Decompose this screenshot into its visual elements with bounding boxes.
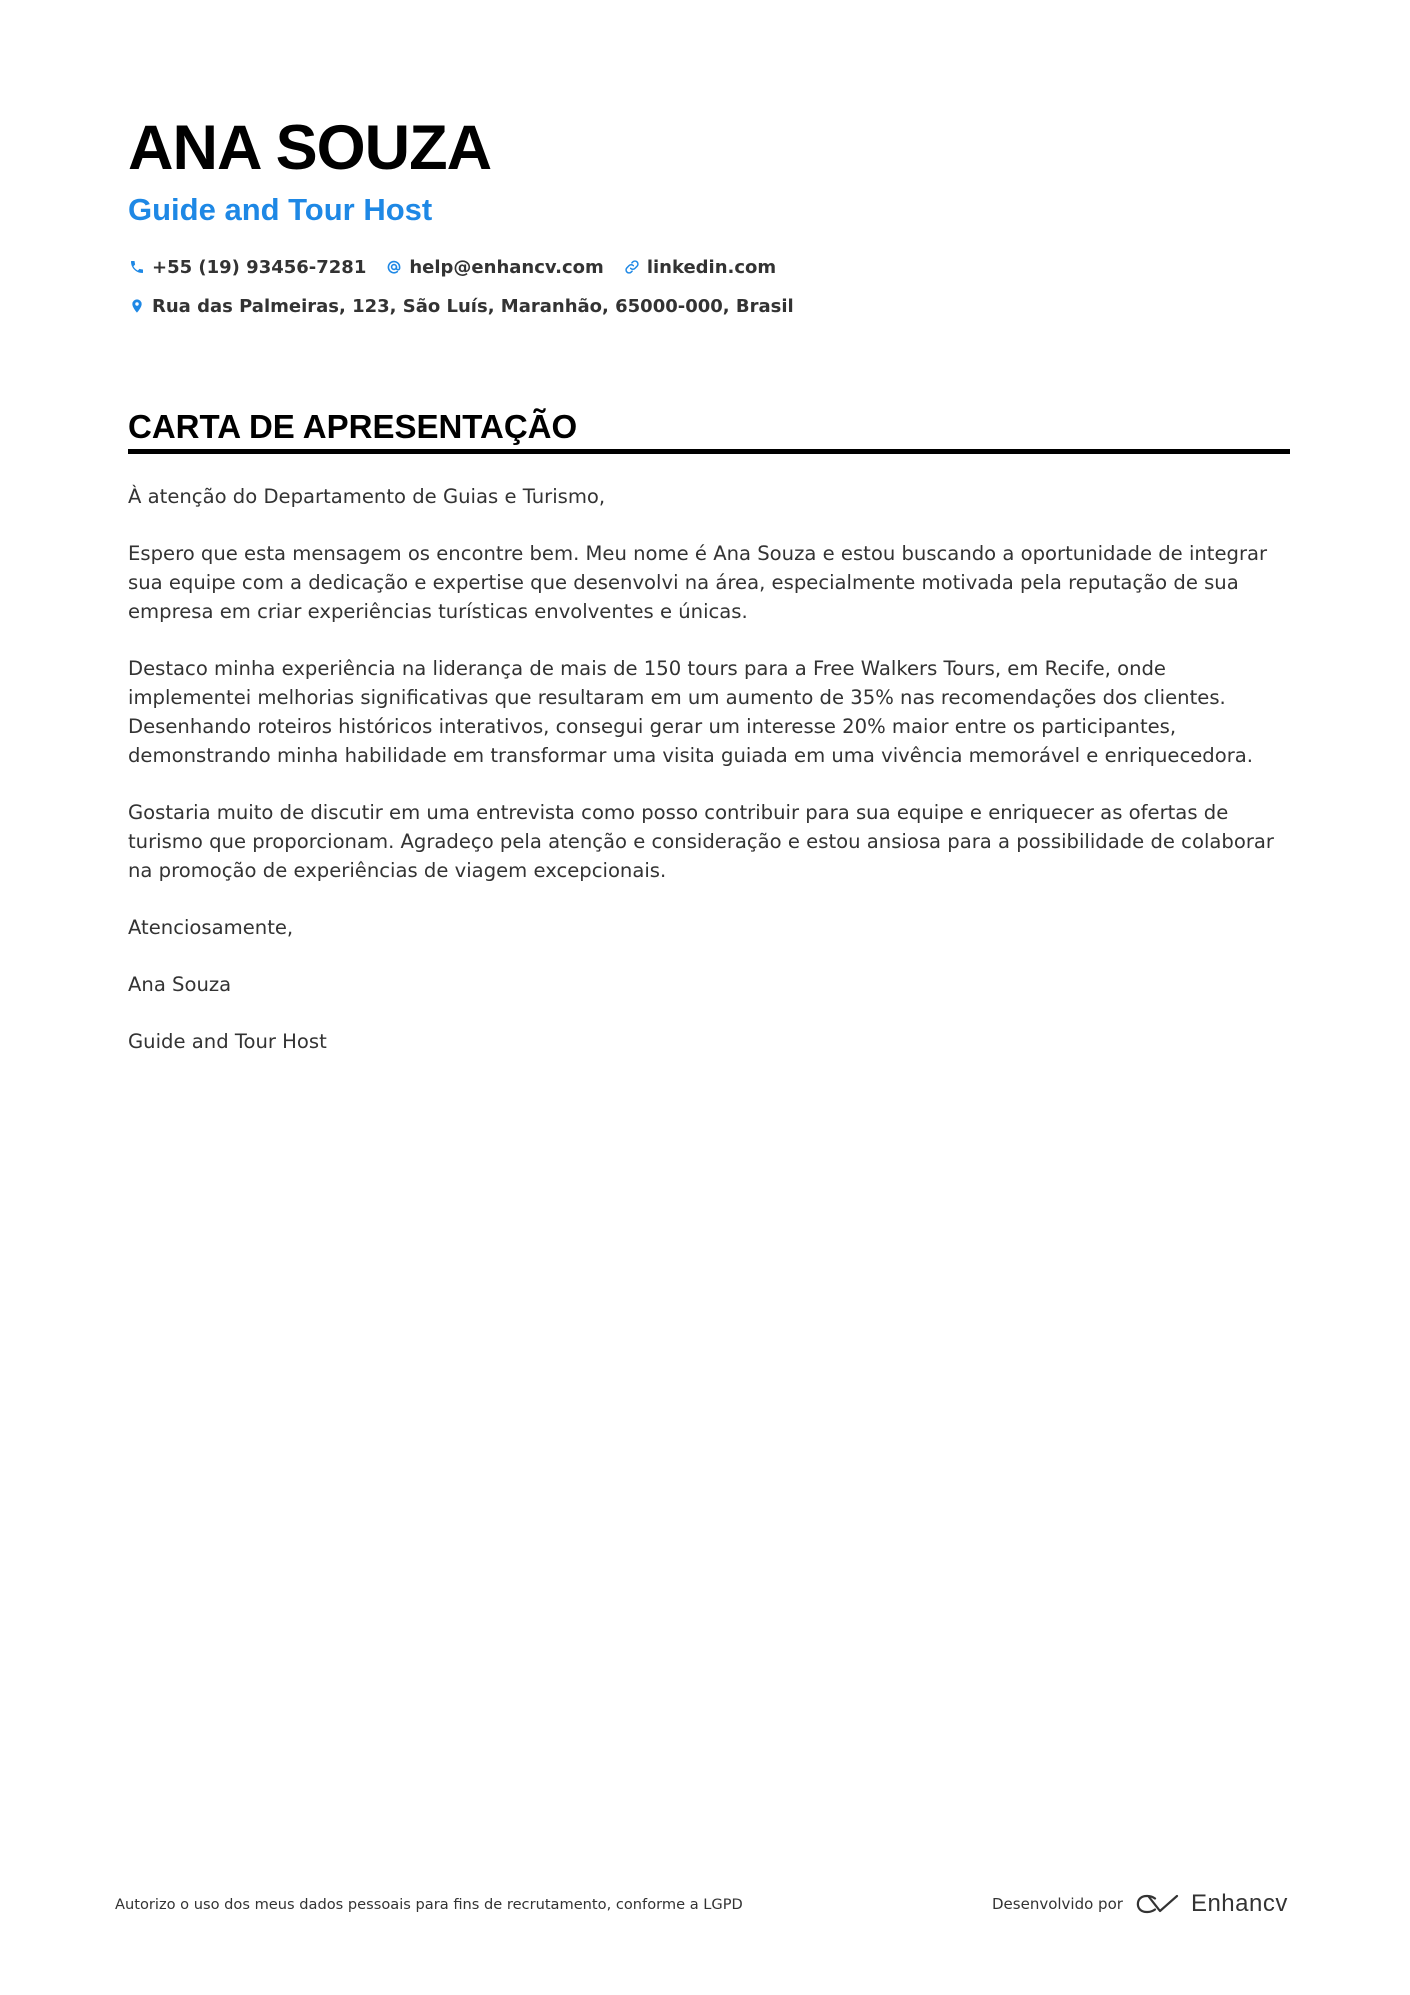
powered-by[interactable]	[992, 1889, 1288, 1919]
enhancv-brand: Enhancv	[1190, 1890, 1288, 1917]
signature-name: Ana Souza	[128, 973, 232, 996]
email-text[interactable]: help@enhancv.com	[409, 256, 604, 278]
letter-paragraph: Gostaria muito de discutir em uma entrevista como posso contribuir para sua equipe e enriquecer as ofertas de turismo que proporcionam. Agradeço pela atenção e consideração e estou ansiosa para a possibilidade de colaborar na promoção de experiências de viagem excepcionais.	[128, 801, 1274, 882]
address-row	[128, 292, 813, 320]
section-divider	[128, 449, 1290, 454]
consent-note: Autorizo o uso dos meus dados pessoais para fins de recrutamento, conforme a LGPD	[115, 1896, 743, 1913]
location-pin-icon	[128, 297, 146, 315]
contact-address	[128, 296, 794, 317]
link-text[interactable]: linkedin.com	[646, 256, 777, 278]
contact-email[interactable]	[385, 257, 603, 278]
contact-phone	[128, 257, 366, 278]
phone-icon	[128, 258, 146, 276]
letter-paragraph: Espero que esta mensagem os encontre bem. Meu nome é Ana Souza e estou buscando a oportunidade de integrar sua equipe com a dedicação e expertise que desenvolvi na área, especialmente motivada pela reputação de sua empresa em criar experiências turísticas envolventes e únicas.	[128, 542, 1268, 623]
section-title: CARTA DE APRESENTAÇÃO	[128, 408, 578, 445]
candidate-name: ANA SOUZA	[128, 113, 492, 183]
at-icon	[385, 258, 403, 276]
link-icon	[623, 258, 641, 276]
letter-closing: Atenciosamente,	[128, 916, 294, 939]
letter-body	[128, 482, 1290, 1084]
enhancv-logo-icon	[1135, 1892, 1181, 1916]
phone-text: +55 (19) 93456-7281	[152, 256, 367, 278]
contact-link[interactable]	[623, 257, 776, 278]
job-title: Guide and Tour Host	[128, 192, 433, 227]
letter-paragraph: Destaco minha experiência na liderança de mais de 150 tours para a Free Walkers Tours, em Recife, onde implementei melhorias significativas que resultaram em um aumento de 35% nas recomendações dos clientes. Desenhando roteiros históricos interativos, consegui gerar um interesse 20% maior entre os participantes, demonstrando minha habilidade em transformar uma visita guiada em uma vivência memorável e enriquecedora.	[128, 657, 1253, 767]
powered-by-label: Desenvolvido por	[992, 1895, 1123, 1913]
signature-title: Guide and Tour Host	[128, 1030, 327, 1053]
address-text: Rua das Palmeiras, 123, São Luís, Maranhão, 65000-000, Brasil	[152, 295, 794, 317]
contact-row	[128, 253, 795, 281]
letter-salutation: À atenção do Departamento de Guias e Turismo,	[128, 485, 606, 508]
